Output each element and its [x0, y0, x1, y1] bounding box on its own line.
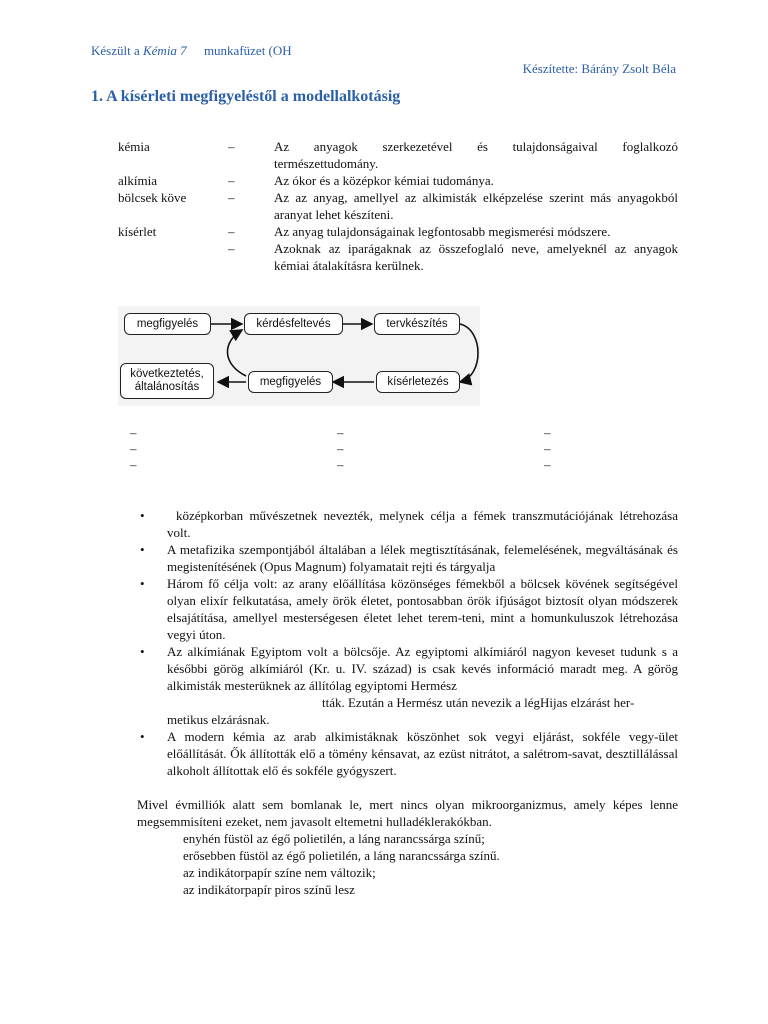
def-text: Az anyag tulajdonságainak legfontosabb megismerési módszere.	[274, 224, 611, 239]
def-dash: –	[228, 139, 235, 154]
observation-line: az indikátorpapír színe nem változik;	[183, 865, 376, 880]
scientific-method-diagram	[118, 306, 480, 406]
box-kiserletezes: kísérletezés	[376, 371, 460, 393]
arrow-to-kiserlet	[460, 324, 478, 382]
bullet-icon: •	[140, 576, 145, 591]
dash: –	[337, 457, 344, 472]
bullet-text: Az alkímiának Egyiptom volt a bölcsője. Az egyiptomi alkímiáról nagyon keveset tudunk s a későbbi görög alkímiáról (Kr. u. IV. század) is csak kevés információ maradt meg. A görög alkimisták mesterüknek az állítólag egyiptomi Hermész	[167, 644, 678, 693]
list-item	[140, 507, 678, 541]
box-megfigyeles-2: megfigyelés	[248, 371, 333, 393]
bullet-text: A modern kémia az arab alkimistáknak köszönhet sok vegyi eljárást, sokféle vegy-ület előállítását. Ők állították elő a tömény kénsavat, az ezüst nitrátot, a salétrom-savat, desztillálással alkoholt állítottak elő és sokféle gyógyszert.	[167, 729, 678, 778]
list-item	[140, 575, 678, 643]
book-title: Kémia 7	[142, 43, 187, 58]
header-author: Készítette: Bárány Zsolt Béla	[522, 61, 676, 76]
def-term	[118, 240, 228, 274]
polymer-paragraph: Mivel évmilliók alatt sem bomlanak le, mert nincs olyan mikroorganizmus, amely képes lenne megsemmisíteni ezeket, nem javasolt eltemetni hulladéklerakókban.	[137, 797, 678, 829]
def-dash: –	[228, 241, 235, 256]
definition-row	[118, 138, 678, 172]
observation-line: az indikátorpapír piros színű lesz	[183, 882, 355, 897]
definition-row	[118, 189, 678, 223]
header-made	[91, 43, 292, 59]
def-text: Azoknak az iparágaknak az összefoglaló neve, amelyeknél az anyagok kémiai átalakításra kerülnek.	[274, 241, 678, 273]
box-kovetkeztetes	[120, 363, 214, 399]
bullet-text-block	[167, 643, 678, 728]
definition-row	[118, 240, 678, 274]
dash: –	[130, 441, 137, 456]
def-term: kémia	[118, 139, 150, 154]
bullet-text: A metafizika szempontjából általában a lélek megtisztításának, felemelésének, megváltásának és megistenítésének (Opus Magnum) folyamatait rejti és tárgyalja	[167, 542, 678, 574]
dash: –	[130, 457, 137, 472]
bullet-text: Három fő célja volt: az arany előállítása közönséges fémekből a bölcsek kövének segítségével olyan elixír felkutatása, amely örök életet, pontosabban örök ifjúságot biztosít olyan módszerek elsajátítása, amellyel mesterségesen életet lehet terem-teni, mint a homunkuluszok létrehozása vegyi úton.	[167, 576, 678, 642]
list-item	[140, 541, 678, 575]
definition-row	[118, 223, 678, 240]
bullet-text-cont: tták. Ezután a Hermész után nevezik a légHijas elzárást her-	[322, 695, 635, 710]
workbook-label: munkafüzet (OH	[203, 43, 292, 58]
bullet-icon: •	[140, 542, 145, 557]
box-megfigyeles: megfigyelés	[124, 313, 211, 335]
made-prefix: Készült a	[91, 43, 140, 58]
bullet-text-cont: metikus elzárásnak.	[167, 712, 270, 727]
bullet-icon: •	[140, 729, 145, 744]
def-text: Az az anyag, amellyel az alkimisták elképzelése szerint más anyagokból aranyat lehet készíteni.	[274, 190, 678, 222]
bullet-icon: •	[140, 508, 145, 523]
bullet-text: középkorban művészetnek nevezték, melynek célja a fémek transzmutációjának létrehozása volt.	[167, 508, 678, 540]
box-kerdesfeltetes: kérdésfeltevés	[244, 313, 343, 335]
definition-row	[118, 172, 678, 189]
dash: –	[130, 425, 137, 440]
observation-line: erősebben füstöl az égő polietilén, a láng narancssárga színű.	[183, 848, 500, 863]
def-term: alkímia	[118, 173, 157, 188]
def-dash: –	[228, 173, 235, 188]
observation-line: enyhén füstöl az égő polietilén, a láng narancssárga színű;	[183, 831, 485, 846]
dash: –	[544, 425, 551, 440]
box-kovetkeztetes-line2: általánosítás	[134, 381, 200, 393]
box-tervkeszites: tervkészítés	[374, 313, 460, 335]
def-term: kísérlet	[118, 224, 157, 239]
page-title: 1. A kísérleti megfigyeléstől a modellalkotásig	[91, 88, 401, 105]
dash: –	[337, 441, 344, 456]
list-item	[140, 728, 678, 779]
def-text: Az ókor és a középkor kémiai tudománya.	[274, 173, 494, 188]
dash: –	[337, 425, 344, 440]
definitions-list	[118, 138, 678, 274]
bullet-list	[140, 507, 678, 779]
dash: –	[544, 457, 551, 472]
def-dash: –	[228, 190, 235, 205]
def-text: Az anyagok szerkezetével és tulajdonságaival foglalkozó természettudomány.	[274, 139, 678, 171]
bullet-icon: •	[140, 644, 145, 659]
list-item	[140, 643, 678, 728]
dash: –	[544, 441, 551, 456]
def-dash: –	[228, 224, 235, 239]
def-term: bölcsek köve	[118, 190, 187, 205]
arrow-loop-back	[227, 330, 246, 376]
box-kovetkeztetes-line1: következtetés,	[130, 368, 204, 380]
